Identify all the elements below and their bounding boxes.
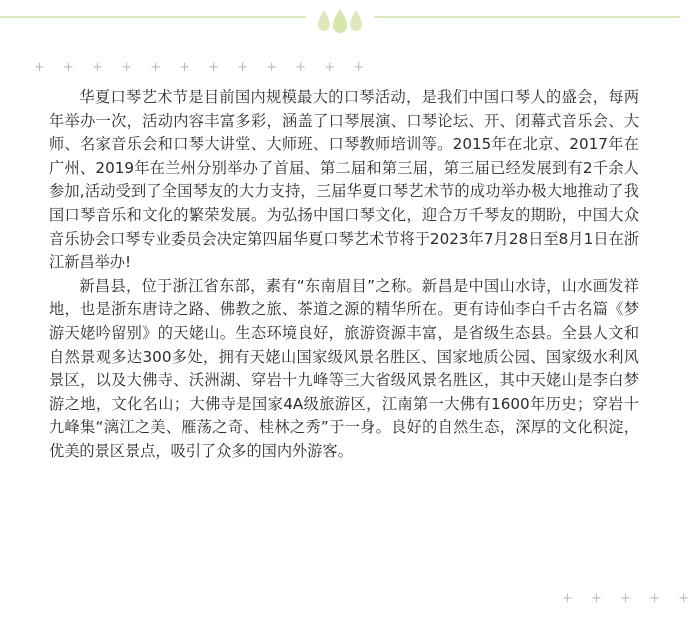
- top-ornament: [0, 0, 680, 36]
- paragraph-harmonica-festival: 华夏口琴艺术节是目前国内规模最大的口琴活动，是我们中国口琴人的盛会，每两年举办一次，活动内容丰富多彩，涵盖了口琴展演、口琴论坛、开、闭幕式音乐会、大师、名家音乐会和口琴大讲堂、大师班、口琴教师培训等。2015年在北京、2017年在广州、2019年在兰州分别举办了首届、第二届和第三届，第三届已经发展到有2千余人参加,活动受到了全国琴友的大力支持，三届华夏口琴艺术节的成功举办极大地推动了我国口琴音乐和文化的繁荣发展。为弘扬中国口琴文化，迎合万千琴友的期盼，中国大众音乐协会口琴专业委员会决定第四届华夏口琴艺术节将于2023年7月28日至8月1日在浙江新昌举办!: [49, 88, 639, 272]
- plus-decoration-top: + + + + + + + + + + + +: [34, 60, 372, 75]
- water-drop-icon: [318, 10, 330, 31]
- water-drop-icon: [333, 9, 347, 33]
- water-drop-icon: [350, 10, 362, 31]
- plus-decoration-bottom: + + + + +: [562, 591, 696, 606]
- article-body: [49, 86, 639, 464]
- paragraph-xinchang-county: 新昌县，位于浙江省东部，素有“东南眉目”之称。新昌是中国山水诗，山水画发祥地，也是浙东唐诗之路、佛教之旅、茶道之源的精华所在。更有诗仙李白千古名篇《梦游天姥吟留别》的天姥山。生态环境良好，旅游资源丰富，是省级生态县。全县人文和自然景观多达300多处，拥有天姥山国家级风景名胜区、国家地质公园、国家级水利风景区，以及大佛寺、沃洲湖、穿岩十九峰等三大省级风景名胜区，其中天姥山是李白梦游之地，文化名山；大佛寺是国家4A级旅游区，江南第一大佛有1600年历史；穿岩十九峰集“漓江之美、雁荡之奇、桂林之秀”于一身。良好的自然生态，深厚的文化积淀，优美的景区景点，吸引了众多的国内外游客。: [49, 276, 639, 460]
